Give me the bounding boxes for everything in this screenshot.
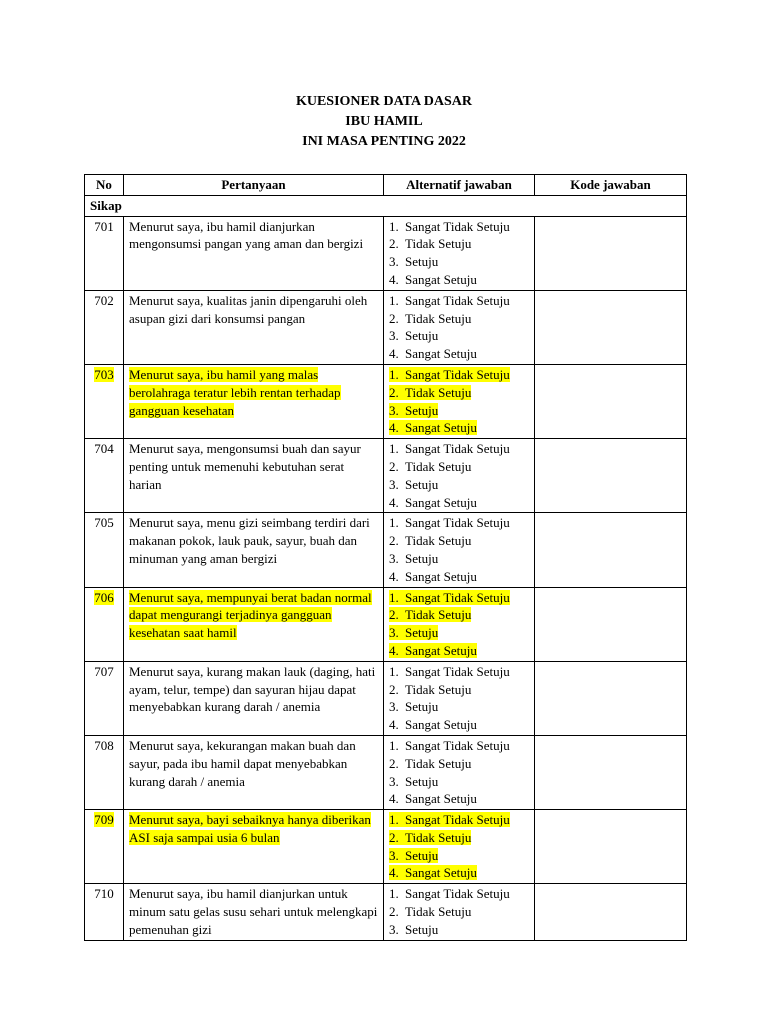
answer-option bbox=[389, 402, 529, 420]
option-label: Sangat Tidak Setuju bbox=[405, 663, 510, 679]
answer-option bbox=[389, 419, 529, 437]
column-header-no: No bbox=[85, 175, 124, 196]
answer-option bbox=[389, 921, 529, 939]
option-label: Sangat Setuju bbox=[405, 346, 477, 362]
answer-options-cell bbox=[384, 661, 535, 735]
question-number-cell bbox=[85, 810, 124, 884]
answer-option bbox=[389, 345, 529, 363]
question-number-cell bbox=[85, 439, 124, 513]
option-number: 2. bbox=[389, 310, 399, 326]
answer-option bbox=[389, 737, 529, 755]
title-line-1: KUESIONER DATA DASAR bbox=[295, 94, 473, 109]
question-number-cell bbox=[85, 587, 124, 661]
answer-option bbox=[389, 550, 529, 568]
question-number-cell bbox=[85, 290, 124, 364]
question-text: Menurut saya, mempunyai berat badan normal dapat mengurangi terjadinya gangguan kesehatan saat hamil bbox=[129, 589, 372, 641]
answer-option bbox=[389, 864, 529, 882]
answer-options-list bbox=[389, 514, 529, 585]
answer-options-cell bbox=[384, 290, 535, 364]
option-number: 2. bbox=[389, 829, 399, 845]
question-number-cell bbox=[85, 216, 124, 290]
answer-option bbox=[389, 532, 529, 550]
question-number: 703 bbox=[94, 366, 114, 382]
answer-code-cell[interactable] bbox=[535, 513, 687, 587]
answer-options-list bbox=[389, 811, 529, 882]
answer-code-cell[interactable] bbox=[535, 884, 687, 940]
answer-options-cell bbox=[384, 810, 535, 884]
answer-option bbox=[389, 292, 529, 310]
option-label: Sangat Tidak Setuju bbox=[405, 218, 510, 234]
answer-options-list bbox=[389, 589, 529, 660]
option-number: 1. bbox=[389, 886, 399, 902]
option-label: Sangat Setuju bbox=[405, 642, 477, 658]
answer-option bbox=[389, 811, 529, 829]
answer-option bbox=[389, 773, 529, 791]
option-number: 1. bbox=[389, 218, 399, 234]
option-label: Setuju bbox=[405, 625, 439, 641]
answer-options-cell bbox=[384, 439, 535, 513]
answer-options-cell bbox=[384, 364, 535, 438]
option-label: Tidak Setuju bbox=[405, 755, 472, 771]
option-number: 1. bbox=[389, 441, 399, 457]
answer-options-cell bbox=[384, 735, 535, 809]
option-number: 4. bbox=[389, 494, 399, 510]
question-number: 702 bbox=[94, 292, 114, 308]
option-number: 4. bbox=[389, 568, 399, 584]
option-label: Tidak Setuju bbox=[405, 607, 472, 623]
question-number-cell bbox=[85, 884, 124, 940]
option-label: Setuju bbox=[405, 254, 439, 270]
table-header-row bbox=[85, 175, 687, 196]
question-number: 709 bbox=[94, 812, 114, 828]
question-text: Menurut saya, menu gizi seimbang terdiri dari makanan pokok, lauk pauk, sayur, buah dan minuman yang aman bergizi bbox=[129, 515, 370, 566]
option-label: Sangat Tidak Setuju bbox=[405, 292, 510, 308]
option-label: Sangat Tidak Setuju bbox=[405, 737, 510, 753]
answer-options-list bbox=[389, 663, 529, 734]
answer-code-cell[interactable] bbox=[535, 587, 687, 661]
option-number: 1. bbox=[389, 366, 399, 382]
answer-option bbox=[389, 624, 529, 642]
question-text: Menurut saya, bayi sebaiknya hanya diberikan ASI saja sampai usia 6 bulan bbox=[129, 812, 371, 845]
option-number: 3. bbox=[389, 625, 399, 641]
question-number: 704 bbox=[94, 441, 114, 457]
question-number: 701 bbox=[94, 218, 114, 234]
option-number: 2. bbox=[389, 607, 399, 623]
answer-options-list bbox=[389, 292, 529, 363]
option-label: Setuju bbox=[405, 921, 439, 937]
column-header-pertanyaan: Pertanyaan bbox=[124, 175, 384, 196]
option-number: 2. bbox=[389, 384, 399, 400]
option-number: 1. bbox=[389, 737, 399, 753]
question-cell bbox=[124, 735, 384, 809]
answer-code-cell[interactable] bbox=[535, 735, 687, 809]
answer-code-cell[interactable] bbox=[535, 216, 687, 290]
option-label: Tidak Setuju bbox=[405, 829, 472, 845]
answer-option bbox=[389, 606, 529, 624]
title-line-3: INI MASA PENTING 2022 bbox=[302, 134, 466, 149]
option-label: Setuju bbox=[405, 328, 439, 344]
question-cell bbox=[124, 884, 384, 940]
option-number: 2. bbox=[389, 755, 399, 771]
option-label: Sangat Tidak Setuju bbox=[405, 886, 510, 902]
question-number: 708 bbox=[94, 737, 114, 753]
option-label: Setuju bbox=[405, 699, 439, 715]
answer-option bbox=[389, 790, 529, 808]
question-cell bbox=[124, 587, 384, 661]
option-label: Tidak Setuju bbox=[405, 310, 472, 326]
question-cell bbox=[124, 661, 384, 735]
option-number: 4. bbox=[389, 717, 399, 733]
option-number: 2. bbox=[389, 533, 399, 549]
option-number: 3. bbox=[389, 402, 399, 418]
question-number-cell bbox=[85, 364, 124, 438]
answer-option bbox=[389, 366, 529, 384]
questionnaire-table bbox=[84, 174, 687, 941]
question-cell bbox=[124, 439, 384, 513]
option-label: Sangat Setuju bbox=[405, 494, 477, 510]
answer-option bbox=[389, 440, 529, 458]
option-label: Sangat Tidak Setuju bbox=[405, 366, 510, 382]
answer-option bbox=[389, 885, 529, 903]
option-number: 2. bbox=[389, 458, 399, 474]
answer-options-list bbox=[389, 885, 529, 938]
option-number: 2. bbox=[389, 904, 399, 920]
question-text: Menurut saya, ibu hamil dianjurkan untuk minum satu gelas susu sehari untuk melengkapi pemenuhan gizi bbox=[129, 886, 378, 937]
answer-option bbox=[389, 716, 529, 734]
option-number: 2. bbox=[389, 236, 399, 252]
answer-option bbox=[389, 755, 529, 773]
option-number: 4. bbox=[389, 791, 399, 807]
question-cell bbox=[124, 290, 384, 364]
answer-option bbox=[389, 847, 529, 865]
option-label: Tidak Setuju bbox=[405, 681, 472, 697]
option-number: 4. bbox=[389, 642, 399, 658]
option-number: 3. bbox=[389, 254, 399, 270]
answer-option bbox=[389, 514, 529, 532]
option-label: Sangat Setuju bbox=[405, 568, 477, 584]
question-number: 706 bbox=[94, 589, 114, 605]
option-number: 1. bbox=[389, 589, 399, 605]
answer-option bbox=[389, 310, 529, 328]
column-header-alternatif: Alternatif jawaban bbox=[384, 175, 535, 196]
answer-option bbox=[389, 681, 529, 699]
option-label: Tidak Setuju bbox=[405, 384, 472, 400]
question-cell bbox=[124, 513, 384, 587]
question-text: Menurut saya, ibu hamil yang malas berolahraga teratur lebih rentan terhadap gangguan kesehatan bbox=[129, 366, 341, 418]
option-number: 3. bbox=[389, 476, 399, 492]
answer-code-cell[interactable] bbox=[535, 439, 687, 513]
question-cell bbox=[124, 216, 384, 290]
option-label: Sangat Tidak Setuju bbox=[405, 515, 510, 531]
option-number: 2. bbox=[389, 681, 399, 697]
option-number: 3. bbox=[389, 847, 399, 863]
table-row bbox=[85, 216, 687, 290]
answer-option bbox=[389, 235, 529, 253]
option-label: Tidak Setuju bbox=[405, 458, 472, 474]
question-cell bbox=[124, 364, 384, 438]
table-row bbox=[85, 587, 687, 661]
question-number-cell bbox=[85, 513, 124, 587]
answer-option bbox=[389, 476, 529, 494]
option-number: 1. bbox=[389, 812, 399, 828]
option-number: 1. bbox=[389, 292, 399, 308]
answer-options-cell bbox=[384, 513, 535, 587]
answer-options-cell bbox=[384, 587, 535, 661]
option-label: Sangat Setuju bbox=[405, 865, 477, 881]
answer-options-list bbox=[389, 440, 529, 511]
question-text: Menurut saya, kurang makan lauk (daging, hati ayam, telur, tempe) dan sayuran hijau dapat menyebabkan kurang darah / anemia bbox=[129, 663, 376, 715]
answer-code-cell[interactable] bbox=[535, 810, 687, 884]
question-number-cell bbox=[85, 661, 124, 735]
option-number: 4. bbox=[389, 346, 399, 362]
question-number: 710 bbox=[94, 886, 114, 902]
answer-option bbox=[389, 458, 529, 476]
answer-option bbox=[389, 903, 529, 921]
question-number: 707 bbox=[94, 663, 114, 679]
option-number: 3. bbox=[389, 921, 399, 937]
option-label: Sangat Tidak Setuju bbox=[405, 589, 510, 605]
table-row bbox=[85, 661, 687, 735]
answer-options-list bbox=[389, 737, 529, 808]
option-number: 4. bbox=[389, 420, 399, 436]
question-text: Menurut saya, kualitas janin dipengaruhi oleh asupan gizi dari konsumsi pangan bbox=[129, 292, 368, 326]
answer-options-list bbox=[389, 366, 529, 437]
answer-option bbox=[389, 829, 529, 847]
option-label: Tidak Setuju bbox=[405, 533, 472, 549]
column-header-kode: Kode jawaban bbox=[535, 175, 687, 196]
answer-options-cell bbox=[384, 884, 535, 940]
option-label: Setuju bbox=[405, 476, 439, 492]
question-cell bbox=[124, 810, 384, 884]
table-row bbox=[85, 810, 687, 884]
answer-option bbox=[389, 327, 529, 345]
option-label: Tidak Setuju bbox=[405, 236, 472, 252]
answer-code-cell[interactable] bbox=[535, 364, 687, 438]
option-number: 1. bbox=[389, 515, 399, 531]
answer-option bbox=[389, 253, 529, 271]
answer-option bbox=[389, 271, 529, 289]
answer-option bbox=[389, 568, 529, 586]
section-label: Sikap bbox=[85, 195, 687, 216]
answer-option bbox=[389, 218, 529, 236]
option-label: Sangat Setuju bbox=[405, 420, 477, 436]
table-row bbox=[85, 439, 687, 513]
option-number: 1. bbox=[389, 663, 399, 679]
table-row bbox=[85, 884, 687, 940]
answer-option bbox=[389, 698, 529, 716]
answer-option bbox=[389, 384, 529, 402]
option-label: Sangat Setuju bbox=[405, 271, 477, 287]
question-text: Menurut saya, ibu hamil dianjurkan mengonsumsi pangan yang aman dan bergizi bbox=[129, 218, 364, 252]
answer-code-cell[interactable] bbox=[535, 661, 687, 735]
answer-code-cell[interactable] bbox=[535, 290, 687, 364]
question-text: Menurut saya, mengonsumsi buah dan sayur penting untuk memenuhi kebutuhan serat harian bbox=[129, 441, 361, 492]
option-number: 4. bbox=[389, 271, 399, 287]
question-number: 705 bbox=[94, 515, 114, 531]
table-row bbox=[85, 290, 687, 364]
option-label: Sangat Setuju bbox=[405, 717, 477, 733]
question-number-cell bbox=[85, 735, 124, 809]
answer-option bbox=[389, 642, 529, 660]
option-number: 3. bbox=[389, 699, 399, 715]
table-row bbox=[85, 735, 687, 809]
answer-option bbox=[389, 589, 529, 607]
answer-option bbox=[389, 494, 529, 512]
option-number: 3. bbox=[389, 550, 399, 566]
option-label: Tidak Setuju bbox=[405, 904, 472, 920]
table-row bbox=[85, 513, 687, 587]
answer-option bbox=[389, 663, 529, 681]
document-header bbox=[0, 92, 768, 152]
option-label: Sangat Tidak Setuju bbox=[405, 812, 510, 828]
option-label: Setuju bbox=[405, 773, 439, 789]
answer-options-list bbox=[389, 218, 529, 289]
table-row bbox=[85, 364, 687, 438]
option-label: Setuju bbox=[405, 550, 439, 566]
option-number: 3. bbox=[389, 328, 399, 344]
option-label: Sangat Setuju bbox=[405, 791, 477, 807]
option-number: 4. bbox=[389, 865, 399, 881]
option-number: 3. bbox=[389, 773, 399, 789]
question-text: Menurut saya, kekurangan makan buah dan sayur, pada ibu hamil dapat menyebabkan kurang darah / anemia bbox=[129, 737, 356, 789]
option-label: Setuju bbox=[405, 402, 439, 418]
title-line-2: IBU HAMIL bbox=[345, 114, 423, 129]
option-label: Sangat Tidak Setuju bbox=[405, 441, 510, 457]
answer-options-cell bbox=[384, 216, 535, 290]
section-row bbox=[85, 195, 687, 216]
option-label: Setuju bbox=[405, 847, 439, 863]
